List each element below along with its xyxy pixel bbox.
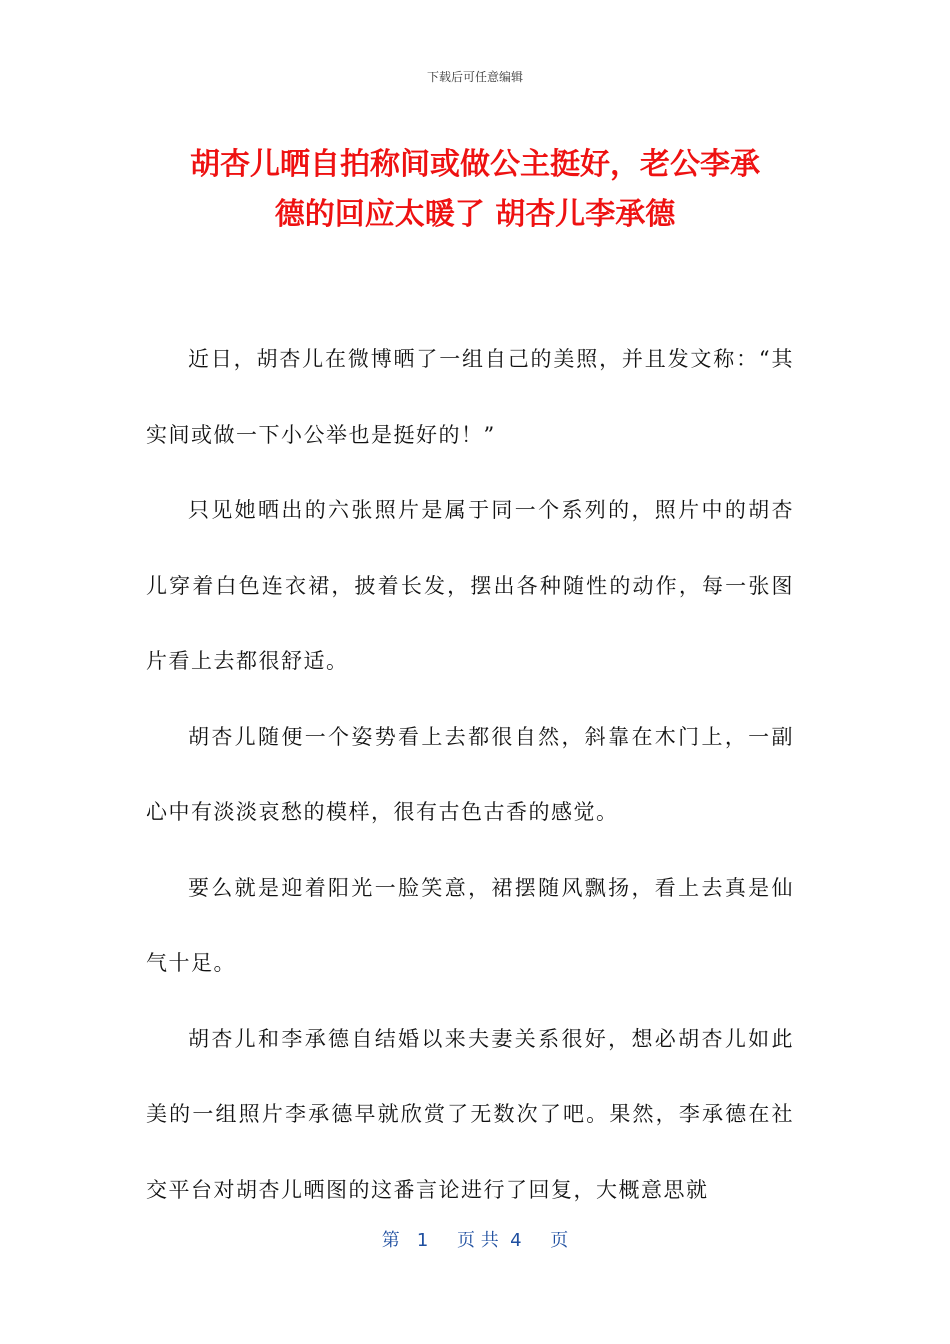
- page-number: 第 1 页 共 4 页: [381, 1230, 569, 1251]
- paragraph: 只见她晒出的六张照片是属于同一个系列的，照片中的胡杏儿穿着白色连衣裙，披着长发，摆出各种随性的动作，每一张图片看上去都很舒适。: [146, 498, 794, 673]
- article-body: [146, 322, 794, 1228]
- article-title: [140, 140, 810, 240]
- paragraph: 胡杏儿随便一个姿势看上去都很自然，斜靠在木门上，一副心中有淡淡哀愁的模样，很有古色古香的感觉。: [146, 724, 794, 824]
- title-line-1: 胡杏儿晒自拍称间或做公主挺好，老公李承: [190, 147, 760, 182]
- header-note: 下载后可任意编辑: [426, 70, 523, 84]
- paragraph: 近日，胡杏儿在微博晒了一组自己的美照，并且发文称：“其实间或做一下小公举也是挺好的！”: [146, 347, 794, 447]
- title-line-2: 德的回应太暖了 胡杏儿李承德: [274, 197, 676, 232]
- paragraph: 要么就是迎着阳光一脸笑意，裙摆随风飘扬，看上去真是仙气十足。: [146, 875, 794, 975]
- paragraph: 胡杏儿和李承德自结婚以来夫妻关系很好，想必胡杏儿如此美的一组照片李承德早就欣赏了无数次了吧。果然，李承德在社交平台对胡杏儿晒图的这番言论进行了回复，大概意思就: [146, 1026, 794, 1202]
